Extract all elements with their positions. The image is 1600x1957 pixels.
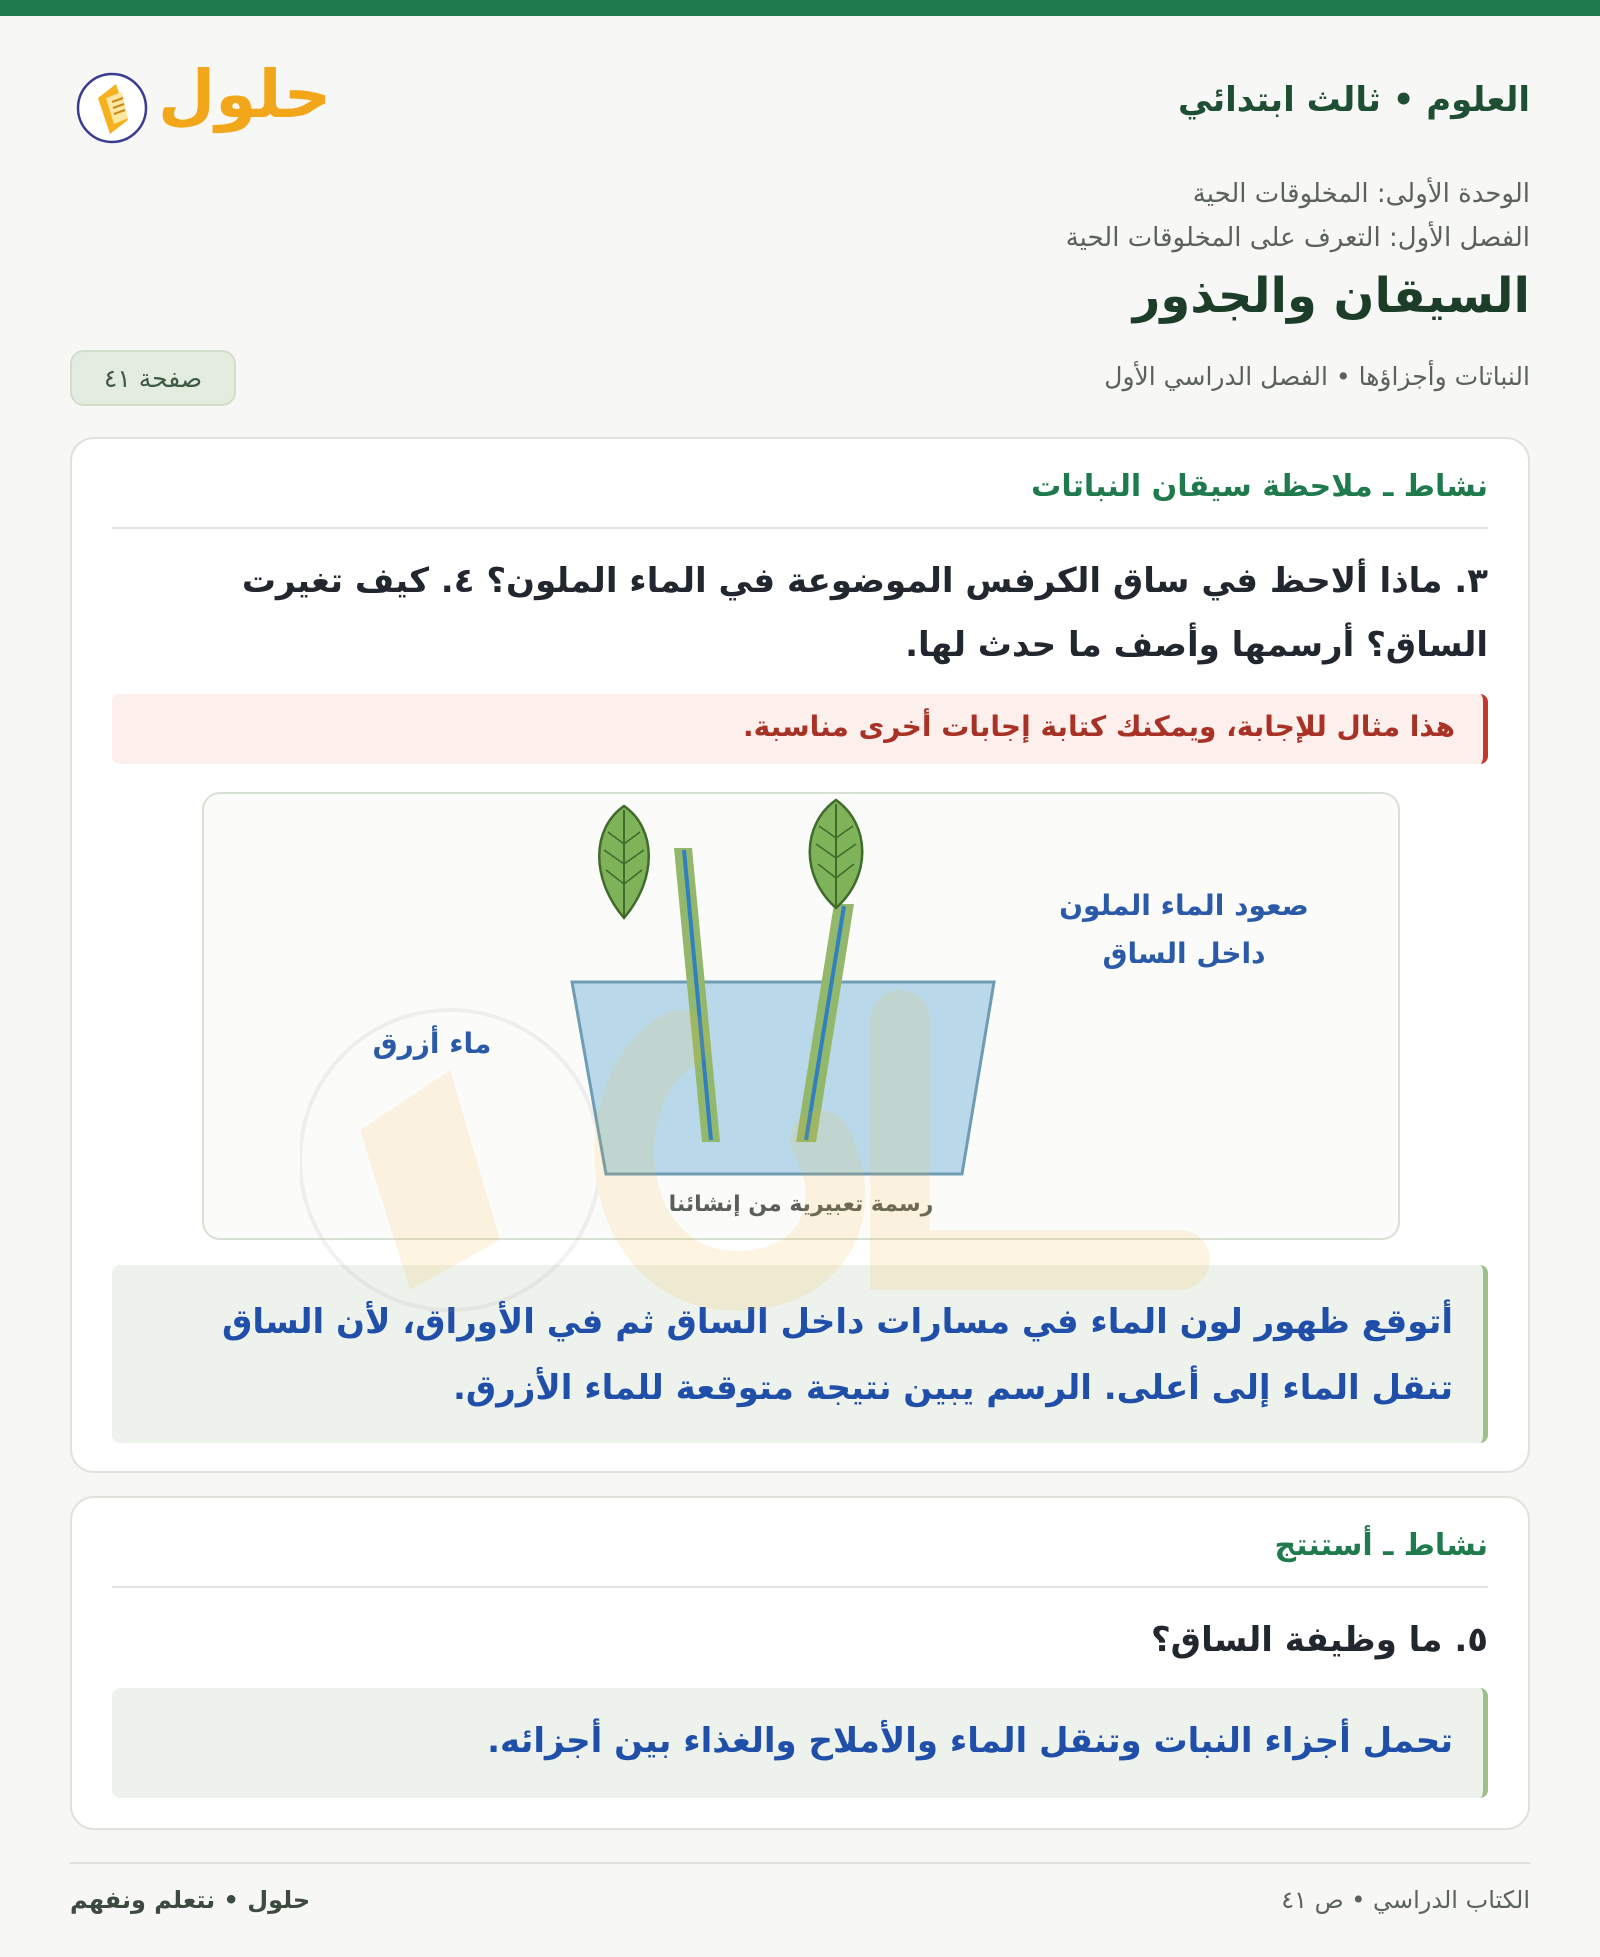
activity-card-observe [70, 437, 1530, 1473]
lesson-title: السيقان والجذور [1132, 268, 1530, 324]
activity-card-conclude [70, 1496, 1530, 1830]
brand-wordmark: حلول [158, 56, 332, 133]
page-number-badge: صفحة ٤١ [70, 350, 236, 406]
footer-brand[interactable]: حلول • نتعلم ونفهم [70, 1886, 311, 1914]
leaf-left-icon [599, 806, 649, 918]
figure-caption: رسمة تعبيرية من إنشائنا [668, 1192, 934, 1217]
label-colored-water-rise: صعود الماء الملون داخل الساق [1059, 889, 1309, 970]
unit-label: الوحدة الأولى: المخلوقات الحية [1192, 179, 1530, 209]
celery-illustration [202, 792, 1400, 1240]
term-label: النباتات وأجزاؤها • الفصل الدراسي الأول [1104, 362, 1530, 391]
sample-answer-note: هذا مثال للإجابة، ويمكنك كتابة إجابات أخرى مناسبة. [112, 694, 1488, 764]
footer-book-reference: الكتاب الدراسي • ص ٤١ [1281, 1886, 1530, 1914]
leaf-right-icon [810, 800, 863, 908]
question-text: ٣. ماذا ألاحظ في ساق الكرفس الموضوعة في الماء الملون؟ ٤. كيف تغيرت الساق؟ أرسمها وأصف ما حدث لها. [241, 561, 1488, 665]
lesson-meta [1066, 172, 1530, 260]
page-header [70, 50, 1530, 160]
question-text: ٥. ما وظيفة الساق؟ [1150, 1620, 1488, 1660]
celery-drawing [204, 794, 1402, 1242]
top-accent-bar [0, 0, 1600, 16]
answer-box: تحمل أجزاء النبات وتنقل الماء والأملاح والغذاء بين أجزائه. [112, 1688, 1488, 1798]
activity-title: نشاط ـ ملاحظة سيقان النباتات [112, 469, 1488, 529]
label-blue-water: ماء أزرق [372, 1027, 492, 1060]
activity-title: نشاط ـ أستنتج [112, 1528, 1488, 1588]
water-cup [572, 982, 994, 1174]
subject-title: العلوم • ثالث ابتدائي [1177, 80, 1530, 120]
answer-box: أتوقع ظهور لون الماء في مسارات داخل الساق ثم في الأوراق، لأن الساق تنقل الماء إلى أعلى. الرسم يبين نتيجة متوقعة للماء الأزرق. [112, 1265, 1488, 1443]
brand-logo[interactable] [70, 50, 340, 160]
chapter-label: الفصل الأول: التعرف على المخلوقات الحية [1065, 223, 1530, 253]
footer-divider [70, 1862, 1530, 1864]
